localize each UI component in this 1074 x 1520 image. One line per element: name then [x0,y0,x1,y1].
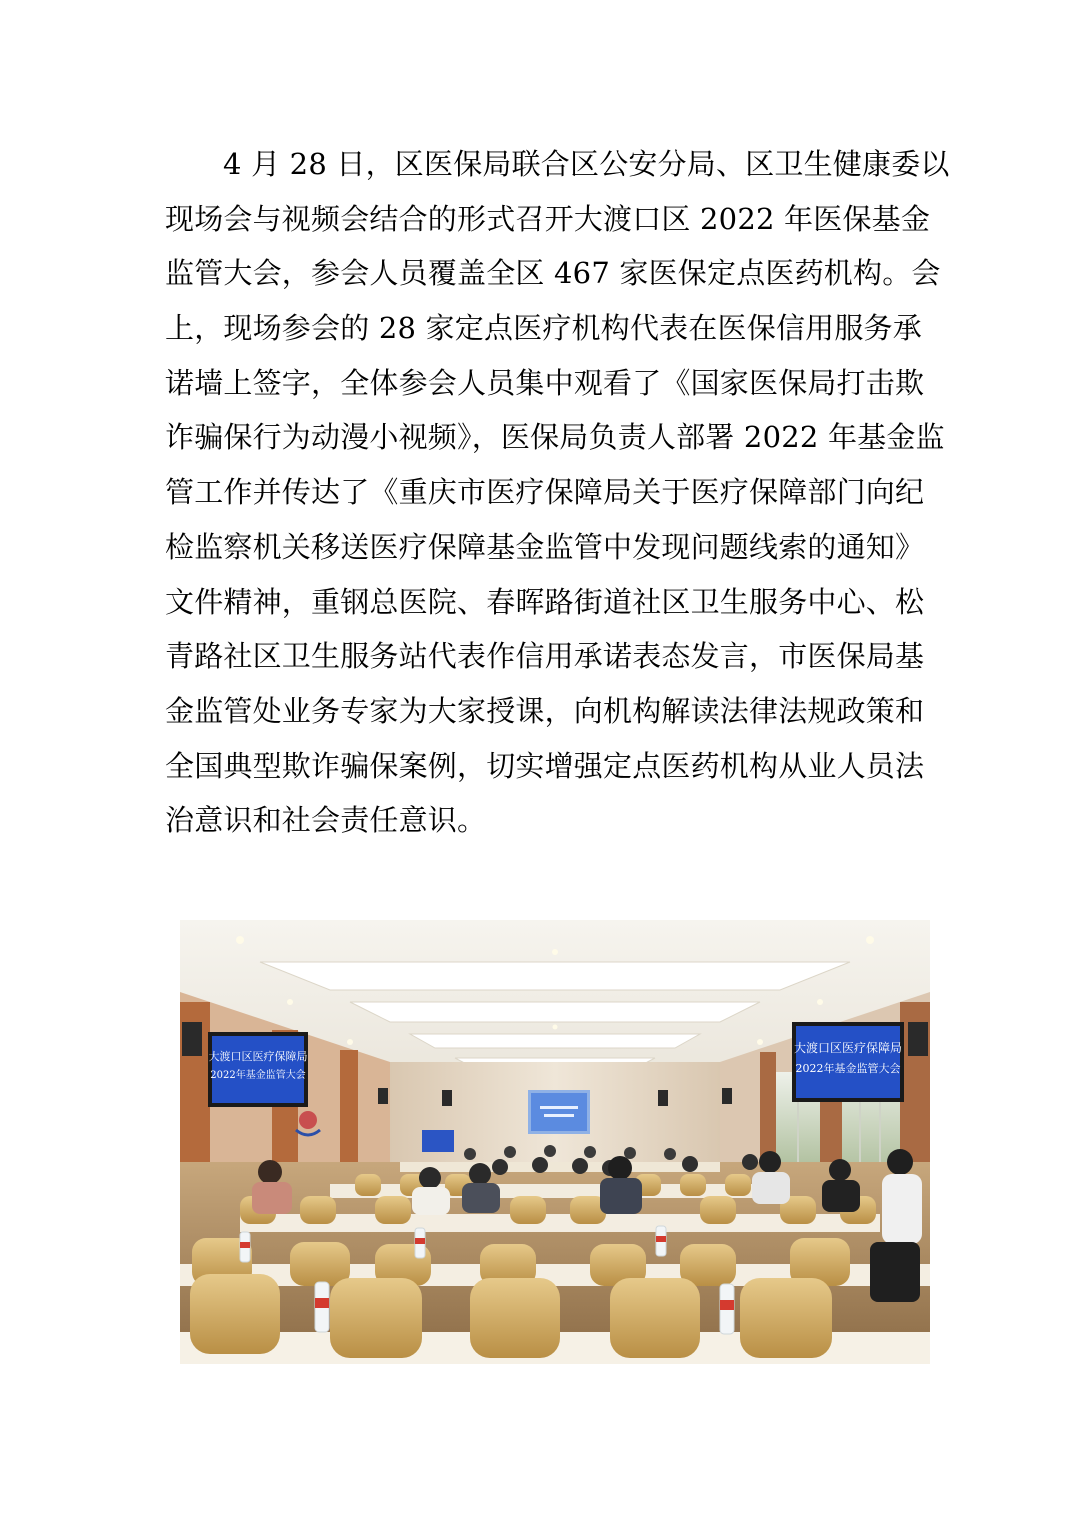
meeting-photo [180,862,930,1364]
paragraph-line: 4 月 28 日，区医保局联合区公安分局、区卫生健康委以 [223,147,950,181]
paragraph-line: 文件精神，重钢总医院、春晖路街道社区卫生服务中心、松 [165,584,925,619]
paragraph-line: 管工作并传达了《重庆市医疗保障局关于医疗保障部门向纪 [165,475,925,510]
left-screen-subtitle: 2022年基金监管大会 [210,1070,306,1081]
center-projection-screen [528,1090,590,1134]
paragraph-line: 上，现场参会的 28 家定点医疗机构代表在医保信用服务承 [165,311,922,346]
paragraph-line: 金监管处业务专家为大家授课，向机构解读法律法规政策和 [165,693,925,728]
left-display-screen [208,1032,308,1107]
small-side-screen [422,1130,454,1152]
paragraph-line: 监管大会，参会人员覆盖全区 467 家医保定点医药机构。会 [165,256,941,291]
paragraph-line: 现场会与视频会结合的形式召开大渡口区 2022 年医保基金 [165,201,931,236]
paragraph-line: 青路社区卫生服务站代表作信用承诺表态发言，市医保局基 [165,639,925,674]
right-screen-subtitle: 2022年基金监管大会 [795,1062,901,1075]
paragraph-line: 诈骗保行为动漫小视频》，医保局负责人部署 2022 年基金监 [165,420,945,455]
ceiling-top-band [180,862,930,920]
article-body [165,137,950,848]
paragraph-line: 诺墙上签字，全体参会人员集中观看了《国家医保局打击欺 [165,365,925,400]
paragraph-line: 检监察机关移送医疗保障基金监管中发现问题线索的通知》 [165,529,925,564]
paragraph-line: 治意识和社会责任意识。 [165,803,487,838]
right-screen-title: 大渡口区医疗保障局 [793,1041,903,1055]
meeting-photo-illustration [180,862,930,1364]
paragraph-line: 全国典型欺诈骗保案例，切实增强定点医药机构从业人员法 [165,748,925,783]
left-screen-title: 大渡口区医疗保障局 [208,1050,308,1063]
right-display-screen [792,1022,904,1102]
